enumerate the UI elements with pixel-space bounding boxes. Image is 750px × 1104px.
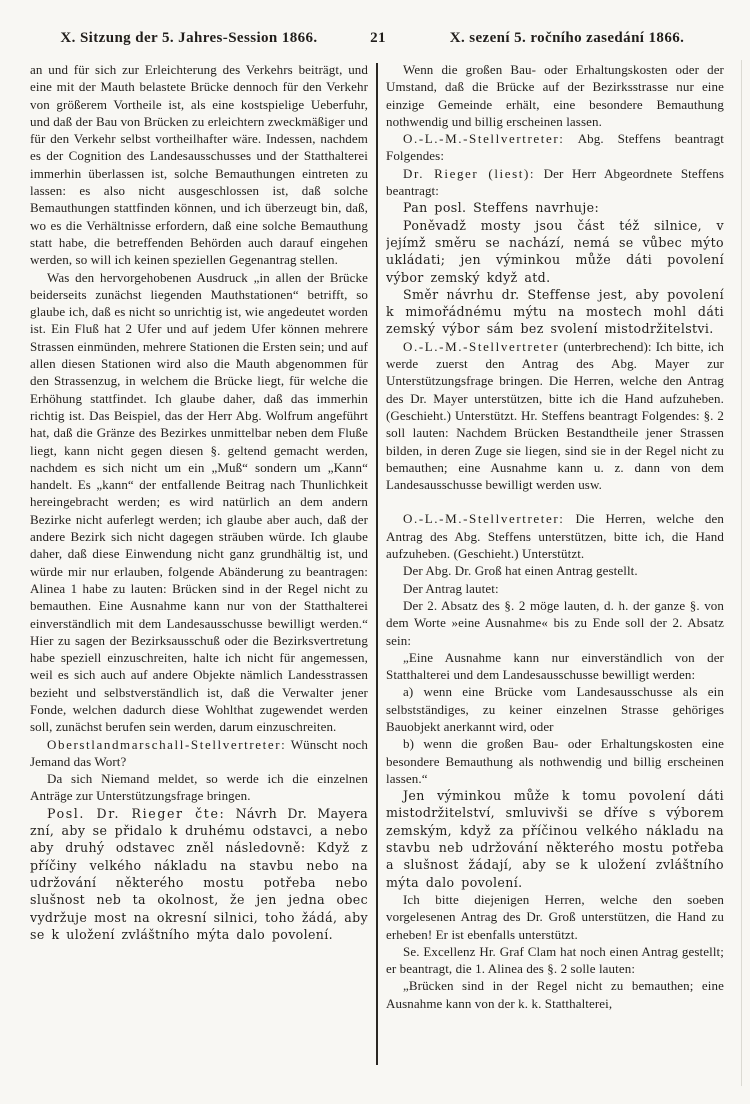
two-column-layout <box>30 61 726 1077</box>
right-column <box>386 61 724 1077</box>
right-column-paragraph-5: Poněvadž mosty jsou část též silnice, v jejímž směru se nachází, nemá se vůbec mýto ukládati; jen výminkou může dáti povolení výbor zemský když atd. <box>386 217 724 285</box>
right-column-paragraph-1: Wenn die großen Bau- oder Erhaltungskosten oder der Umstand, daß die Brücke auf der Bezirksstrasse nur eine einzige Gemeinde erhält, eine besondere Bemauthung nothwendig und billig erscheinen lassen. <box>386 62 724 129</box>
right-column-paragraph-8: O.-L.-M.-Stellvertreter: Die Herren, welche den Antrag des Abg. Steffens unterstützen, bitte ich, die Hand aufzuheben. (Geschieht.) Unterstützt. <box>386 511 724 562</box>
right-column-paragraph-4: Pan posl. Steffens navrhuje: <box>403 200 600 216</box>
speaker-label: Dr. Rieger (liest): <box>403 165 536 181</box>
page-header <box>30 30 726 47</box>
left-column-paragraph-5: Posl. Dr. Rieger čte: Návrh Dr. Mayera zní, aby se přidalo k druhému odstavci, a nebo aby druhý odstavec zněl následovně: Když z příčiny velkého nákladu na stavbu nebo na udržování některého mostu potřeba nebo slušnost neb ta okolnost, že jen jedna obec vydržuje most na okresní silnici, toho žádá, aby se k uložení zvláštního mýta dalo povolení. <box>30 805 368 942</box>
right-column-paragraph-12: „Eine Ausnahme kann nur einverständlich von der Statthalterei und dem Landesausschusse bewilligt werden: <box>386 649 724 683</box>
right-column-paragraph-11: Der 2. Absatz des §. 2 möge lauten, d. h. der ganze §. von dem Worte »eine Ausnahme« bis zu Ende soll der 2. Absatz sein: <box>386 597 724 648</box>
left-column-paragraph-1: an und für sich zur Erleichterung des Verkehrs beiträgt, und eine mit der Mauth belastete Brücke dennoch für den Verkehr von größerem Vortheile ist, als eine kostspielige Ueberfuhr, und daß der Bau von Brücken zu erleichtern zweckmäßiger und für den Verkehr selbst vortheilhafter wäre. Indessen, nachdem es der Cognition des Landesausschusses und der Statthalterei immerhin überlassen ist, solche Bemauthungen eintreten zu lassen: es also nicht ausgeschlossen ist, daß solche Bemauthungen stattfinden können, und ich überzeugt bin, daß, wo es die Verhältnisse erfordern, daß eine solche Bemauthung statt habe, die betreffenden Behörden auch darauf eingehen werden, so will ich keinen speziellen Gegenantrag stellen. <box>30 62 368 268</box>
right-column-paragraph-18: „Brücken sind in der Regel nicht zu bemauthen; eine Ausnahme kann von der k. k. Statthalterei, <box>386 978 724 1011</box>
speaker-label: O.-L.-M.-Stellvertreter <box>403 338 560 354</box>
right-column-paragraph-7: O.-L.-M.-Stellvertreter (unterbrechend): Ich bitte, ich werde zuerst den Antrag des Abg. Mayer zur Unterstützungsfrage bringen. Die Herren, welche den Antrag des Dr. Mayer unterstützen, bitte ich die Hand aufzuheben. (Geschieht.) Unterstützt. Hr. Steffens beantragt Folgendes: §. 2 soll lauten: Nachdem Brücken Bestandtheile jener Strassen bilden, in deren Zuge sie liegen, sind sie in der Regel nicht zu bemauthen; eine Ausnahme kann u. z. dann von dem Landesausschusse bewilligt werden usw. <box>386 338 724 493</box>
right-column-paragraph-10: Der Antrag lautet: <box>403 580 499 596</box>
speaker-label: O.-L.-M.-Stellvertreter: <box>403 131 565 147</box>
column-divider-rule <box>376 63 378 1065</box>
left-column-paragraph-3: Oberstlandmarschall-Stellvertreter: Wünscht noch Jemand das Wort? <box>30 736 368 769</box>
right-column-paragraph-17: Se. Excellenz Hr. Graf Clam hat noch einen Antrag gestellt; er beantragt, die 1. Alinea des §. 2 solle lauten: <box>386 943 724 977</box>
page-number: 21 <box>370 30 386 46</box>
speaker-label: Posl. Dr. Rieger čte: <box>47 805 226 821</box>
scan-edge-line <box>741 60 742 1086</box>
left-column <box>30 61 368 1077</box>
right-column-paragraph-14: b) wenn die großen Bau- oder Erhaltungskosten eine besondere Bemauthung als nothwendig und billig erscheinen lassen.“ <box>386 736 724 786</box>
right-column-paragraph-16: Ich bitte diejenigen Herren, welche den soeben vorgelesenen Antrag des Dr. Groß unterstützen, die Hand zu erheben! Er ist ebenfalls unterstützt. <box>386 891 724 942</box>
speaker-label: Oberstlandmarschall-Stellvertreter: <box>47 736 287 752</box>
speaker-label: O.-L.-M.-Stellvertreter: <box>403 511 565 527</box>
header-title-czech: X. sezení 5. ročního zasedání 1866. <box>449 30 685 46</box>
left-column-paragraph-4: Da sich Niemand meldet, so werde ich die einzelnen Anträge zur Unterstützungsfrage bringen. <box>30 771 368 804</box>
right-column-paragraph-6: Směr návrhu dr. Steffense jest, aby povolení k mimořádnému mýtu na mostech mohl dáti zemský výbor sám bez svolení mistodržitelstvi. <box>386 286 724 337</box>
right-column-paragraph-15: Jen výminkou může k tomu povolení dáti mistodržitelství, smluvivši se dříve s výborem zemským, když za příčinou velkého nákladu na stavbu neb udržování některého mostu potřeba a slušnost žádají, aby se k uložení zvláštního mýta dalo povolení. <box>386 788 724 890</box>
right-column-paragraph-13: a) wenn eine Brücke vom Landesausschusse als ein selbstständiges, zu keiner einzelnen Strasse gehöriges Bauobjekt anerkannt wird, oder <box>386 684 724 734</box>
right-column-paragraph-9: Der Abg. Dr. Groß hat einen Antrag gestellt. <box>403 563 638 579</box>
right-column-paragraph-2: O.-L.-M.-Stellvertreter: Abg. Steffens beantragt Folgendes: <box>386 131 724 164</box>
right-column-paragraph-3: Dr. Rieger (liest): Der Herr Abgeordnete Steffens beantragt: <box>386 165 724 199</box>
left-column-paragraph-2: Was den hervorgehobenen Ausdruck „in allen der Brücke beiderseits zunächst liegenden Mauthstationen“ betrifft, so glaube ich, daß es nicht so unrichtig ist, wie angedeutet worden ist. Ein Fluß hat 2 Ufer und auf jedem Ufer können mehrere Strassen einmünden, mehrere Stationen die Ersten sein; und auf allen diesen Stationen wird also die Mauth abgenommen für den Strassenzug, in welchem die Brücke liegt, für welche die Erhöhung stattfindet. Ich glaube daher, daß das immerhin richtig ist. Das Beispiel, das der Herr Abg. Wolfrum angeführt hat, daß die Gränze des Bezirkes unmittelbar neben dem Fluße liegt, kann nicht gegen diesen §. geltend gemacht werden, nachdem es sich nicht um ein „Muß“ sondern um „Kann“ handelt. Es „kann“ der entfallende Beitrag nach Thunlichkeit hereingebracht werden; es wird natürlich an dem andern Bezirke nicht auferlegt werden; ich glaube aber auch, daß der andere Bezirk sich nicht dagegen sträuben würde. Ich glaube daher, daß diese Einwendung nicht ganz grundhältig ist, und würde mir nur erlauben, folgende Abänderung zu beantragen: Alinea 1 habe zu lauten: Brücken sind in der Regel nicht zu bemauthen. Eine Ausnahme kann nur von der Statthalterei einverständlich mit dem Landesausschusse bewilligt werden.“ Hier zu sagen der Bezirksausschuß oder die Bezirksvertretung habe speziell einzuschreiten, halte ich nicht für angemessen, weil es sich auch auf andere Objekte nämlich Landesstrassen bezieht und selbstverständlich ist, daß die Verwalter jener Fonde, welchen dadurch diese Wohlthat zugewendet werden soll, zunächst berufen sein werden, darum einzuschreiten. <box>30 269 368 735</box>
header-title-german: X. Sitzung der 5. Jahres-Session 1866. <box>60 30 318 46</box>
